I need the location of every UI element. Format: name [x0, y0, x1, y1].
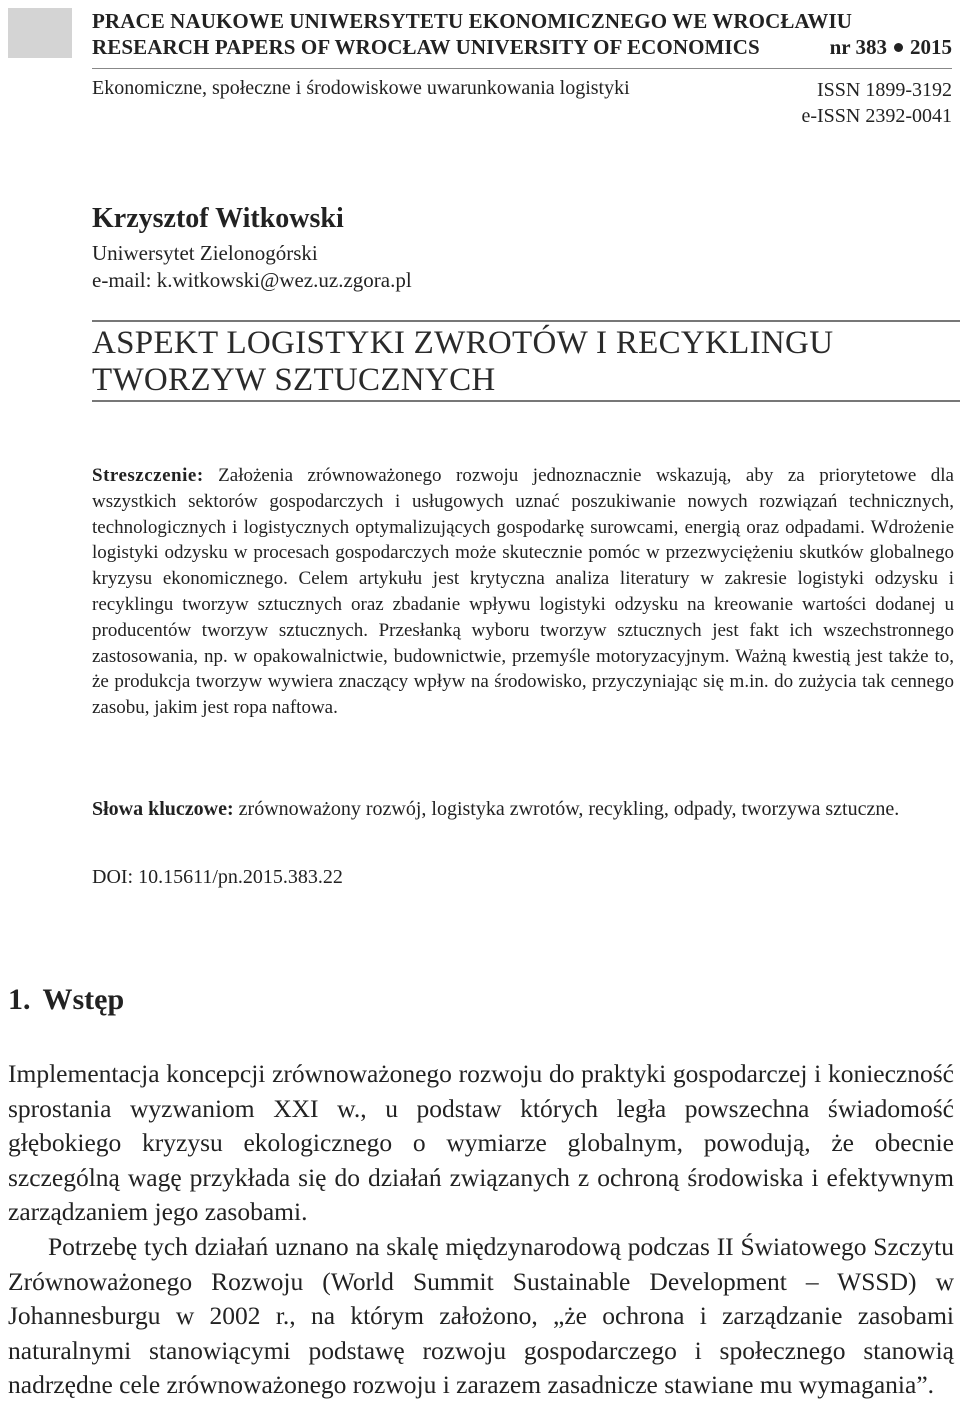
section-heading	[8, 983, 124, 1017]
keywords	[92, 796, 954, 823]
section-number: 1.	[8, 983, 31, 1016]
abstract-label: Streszczenie:	[92, 465, 204, 486]
header-divider	[92, 68, 952, 69]
title-top-rule	[92, 320, 960, 322]
article-title	[92, 325, 833, 399]
section-title: Wstęp	[42, 983, 125, 1016]
volume-title: Ekonomiczne, społeczne i środowiskowe uwarunkowania logistyki	[92, 77, 630, 99]
section-body	[8, 1057, 954, 1403]
body-paragraph-2: Potrzebę tych działań uznano na skalę międzynarodową podczas II Światowego Szczytu Zrównoważonego Rozwoju (World Summit Sustainable Development – WSSD) w Johannesburgu w 2002 r., na którym założono, „że ochrona i zarządzanie zasobami naturalnymi stanowiącymi podstawę rozwoju gospodarczego i społecznego stanowią nadrzędne cele zrównoważonego rozwoju i zarazem zasadnicze stawiane mu wymagania”.	[8, 1231, 954, 1400]
issue-number: nr 383	[829, 35, 887, 59]
abstract	[92, 463, 954, 721]
series-title-en: RESEARCH PAPERS OF WROCŁAW UNIVERSITY OF ECONOMICS	[92, 35, 760, 59]
abstract-text: Założenia zrównoważonego rozwoju jednoznacznie wskazują, aby za priorytetowe dla wszystkich sektorów gospodarczych i usługowych uznać poszukiwanie nowych rozwiązań technicznych, technologicznych i logistycznych optymalizujących gospodarkę surowcami, energią oraz odpadami. Wdrożenie logistyki odzysku w procesach gospodarczych może skutecznie pomóc w przezwyciężeniu skutków globalnego kryzysu ekonomicznego. Celem artykułu jest krytyczna analiza literatury w zakresie logistyki odzysku i recyklingu tworzyw sztucznych oraz zbadanie wpływu logistyki odzysku na kreowanie wartości dodanej u producentów tworzyw sztucznych. Przesłanką wyboru tworzyw sztucznych jest fakt ich wszechstronnego zastosowania, np. w opakowalnictwie, budownictwie, przemyśle motoryzacyjnym. Ważną kwestią jest także to, że produkcja tworzyw wywiera znaczący wpływ na środowisko, przyczyniając się m.in. do zużycia tak cennego zasobu, jakim jest ropa naftowa.	[92, 465, 954, 719]
bullet-dot-icon	[894, 43, 903, 52]
author-affiliation-block	[92, 240, 412, 294]
doi: DOI: 10.15611/pn.2015.383.22	[92, 866, 343, 888]
body-paragraph-1: Implementacja koncepcji zrównoważonego rozwoju do praktyki gospodarczej i konieczność sprostania wyzwaniom XXI w., u podstaw których legła powszechna świadomość głębokiego kryzysu ekologicznego o wymiarze globalnym, powodują, że obecnie szczególną wagę przykłada się do działań związanych z ochroną środowiska i efektywnym zarządzaniem jego zasobami.	[8, 1059, 954, 1227]
title-bottom-rule	[92, 400, 960, 402]
author-affiliation: Uniwersytet Zielonogórski	[92, 241, 318, 265]
author-email: e-mail: k.witkowski@wez.uz.zgora.pl	[92, 268, 412, 292]
article-title-line-1: ASPEKT LOGISTYKI ZWROTÓW I RECYKLINGU	[92, 325, 834, 361]
journal-logo-block	[8, 8, 72, 58]
keywords-label: Słowa kluczowe:	[92, 798, 234, 820]
issue-info	[830, 35, 952, 60]
article-title-line-2: TWORZYW SZTUCZNYCH	[92, 362, 496, 398]
series-title-pl: PRACE NAUKOWE UNIWERSYTETU EKONOMICZNEGO WE WROCŁAWIU	[92, 9, 853, 33]
keywords-text: zrównoważony rozwój, logistyka zwrotów, recykling, odpady, tworzywa sztuczne.	[238, 798, 900, 820]
issue-year: 2015	[910, 35, 952, 59]
issn: ISSN 1899-3192	[816, 79, 952, 101]
author-name: Krzysztof Witkowski	[92, 203, 344, 234]
eissn: e-ISSN 2392-0041	[801, 105, 952, 127]
issn-block	[801, 77, 952, 129]
